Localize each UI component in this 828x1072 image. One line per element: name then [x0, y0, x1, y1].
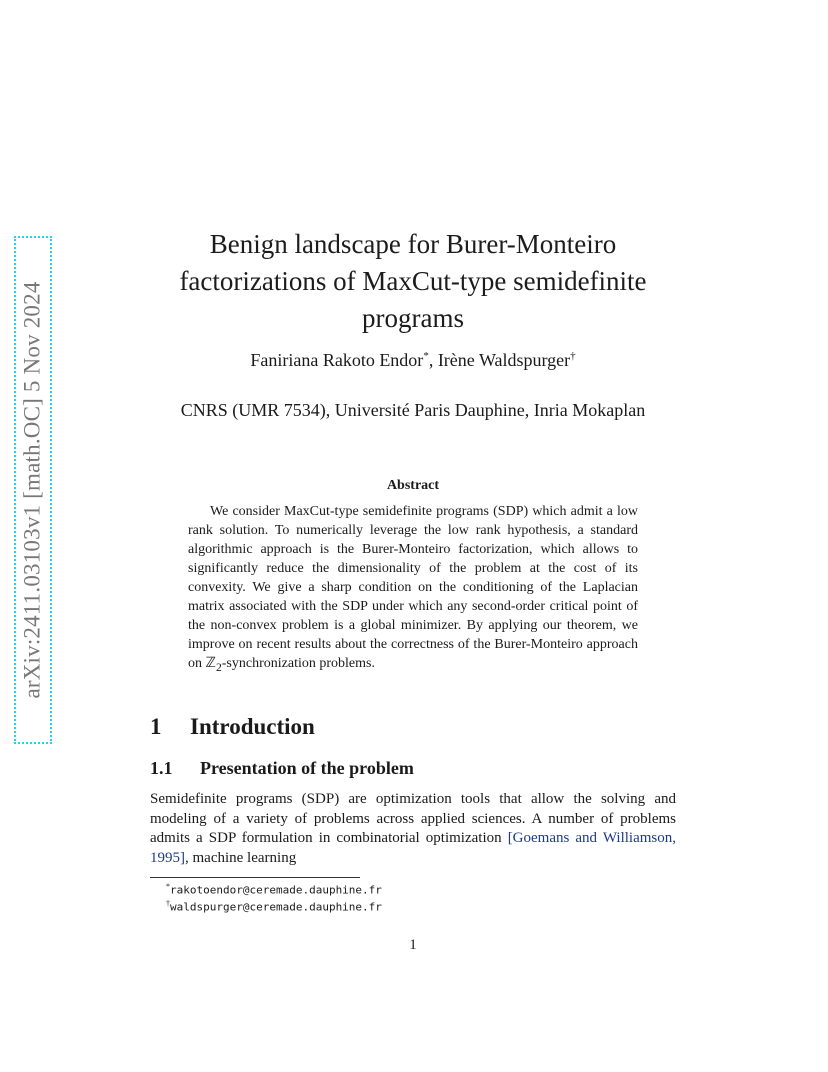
author-name: Faniriana Rakoto Endor	[250, 350, 424, 370]
arxiv-id: arXiv:2411.03103v1 [math.OC] 5 Nov 2024	[20, 281, 46, 699]
subsection-heading	[150, 758, 414, 779]
body-paragraph	[150, 790, 676, 868]
footnote-mark: *	[166, 882, 170, 891]
footnote-mark: †	[166, 899, 170, 908]
subsection-title: Presentation of the problem	[200, 758, 414, 778]
body-text-part: Semidefinite programs (SDP) are optimization tools that allow the solving and modeling of a variety of problems across applied sciences. A number of problems admits a SDP formulation in combinatorial optimization	[150, 791, 676, 846]
footnote	[166, 882, 382, 897]
abstract-text	[188, 502, 638, 677]
z2-symbol: ℤ	[205, 656, 216, 671]
footnote-rule	[150, 877, 360, 878]
footnote	[166, 899, 382, 914]
arxiv-stamp	[14, 236, 52, 744]
section-heading	[150, 714, 315, 740]
body-text-part: , machine learning	[185, 849, 297, 866]
subsection-number: 1.1	[150, 758, 173, 778]
author-mark: †	[570, 350, 576, 362]
abstract-heading: Abstract	[386, 478, 440, 493]
author-name: Irène Waldspurger	[437, 350, 571, 370]
section-number: 1	[150, 714, 162, 739]
footnote-email: waldspurger@ceremade.dauphine.fr	[170, 900, 382, 914]
section-title: Introduction	[190, 714, 315, 739]
page-number: 1	[409, 937, 417, 953]
paper-title: Benign landscape for Burer-Monteiro factorizations of MaxCut-type semidefinite programs	[179, 229, 647, 333]
affiliation: CNRS (UMR 7534), Université Paris Dauphine, Inria Mokaplan	[180, 400, 646, 420]
author-mark: *	[423, 350, 429, 362]
abstract-text-part: We consider MaxCut-type semidefinite programs (SDP) which admit a low rank solution. To numerically leverage the low rank hypothesis, a standard algorithmic approach is the Burer-Monteiro factorization, which allows to significantly reduce the dimensionality of the problem at the cost of its convexity. We give a sharp condition on the conditioning of the Laplacian matrix associated with the SDP under which any second-order critical point of the non-convex problem is a global minimizer. By applying our theorem, we improve on recent results about the correctness of the Burer-Monteiro approach on	[188, 504, 638, 671]
footnote-email: rakotoendor@ceremade.dauphine.fr	[170, 883, 382, 897]
authors-line: Faniriana Rakoto Endor*, Irène Waldspurger†	[250, 350, 576, 370]
citation-link[interactable]: [Goemans and Williamson, 1995]	[150, 830, 676, 866]
z2-subscript: 2	[215, 660, 222, 674]
abstract-text-part: -synchronization problems.	[221, 656, 375, 671]
